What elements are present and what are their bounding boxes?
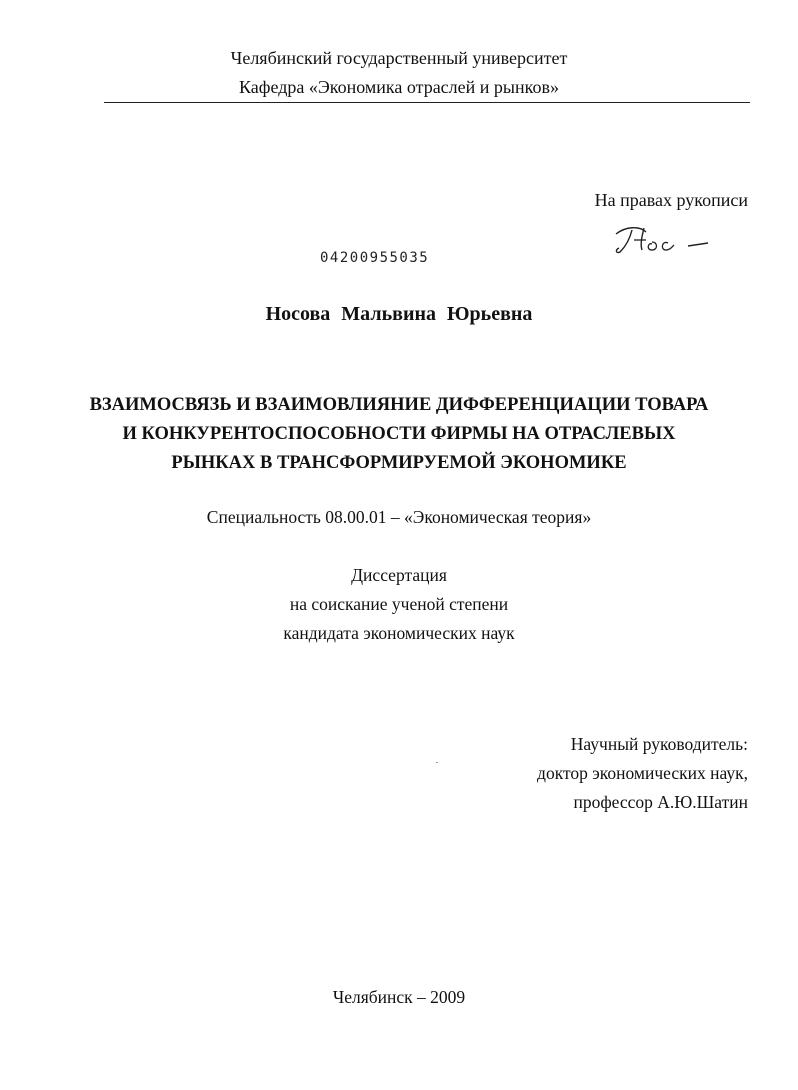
- specialty-line: Специальность 08.00.01 – «Экономическая теория»: [206, 507, 592, 527]
- degree-block: [0, 561, 798, 648]
- advisor-line: профессор А.Ю.Шатин: [573, 792, 748, 812]
- title-line: РЫНКАХ В ТРАНСФОРМИРУЕМОЙ ЭКОНОМИКЕ: [171, 453, 627, 473]
- title-line: И КОНКУРЕНТОСПОСОБНОСТИ ФИРМЫ НА ОТРАСЛЕВЫХ: [122, 424, 676, 444]
- city-year: Челябинск – 2009: [332, 987, 466, 1007]
- author-name: Носова Мальвина Юрьевна: [265, 303, 533, 325]
- header-divider: [104, 102, 750, 103]
- advisor-line: доктор экономических наук,: [537, 763, 748, 783]
- title-line: ВЗАИМОСВЯЗЬ И ВЗАИМОВЛИЯНИЕ ДИФФЕРЕНЦИАЦИИ ТОВАРА: [89, 395, 709, 415]
- advisor-line: Научный руководитель:: [570, 734, 748, 754]
- university-name: Челябинский государственный университет: [230, 48, 568, 68]
- degree-line: Диссертация: [351, 565, 447, 585]
- department-name: Кафедра «Экономика отраслей и рынков»: [239, 77, 559, 97]
- registration-number: 04200955035: [320, 250, 430, 266]
- advisor-block: [537, 730, 748, 817]
- degree-line: на соискание ученой степени: [289, 594, 509, 614]
- scan-speck: [436, 762, 438, 763]
- dissertation-title: [0, 391, 798, 478]
- manuscript-note: На правах рукописи: [594, 190, 748, 210]
- degree-line: кандидата экономических наук: [283, 623, 515, 643]
- handwritten-signature: [612, 220, 722, 260]
